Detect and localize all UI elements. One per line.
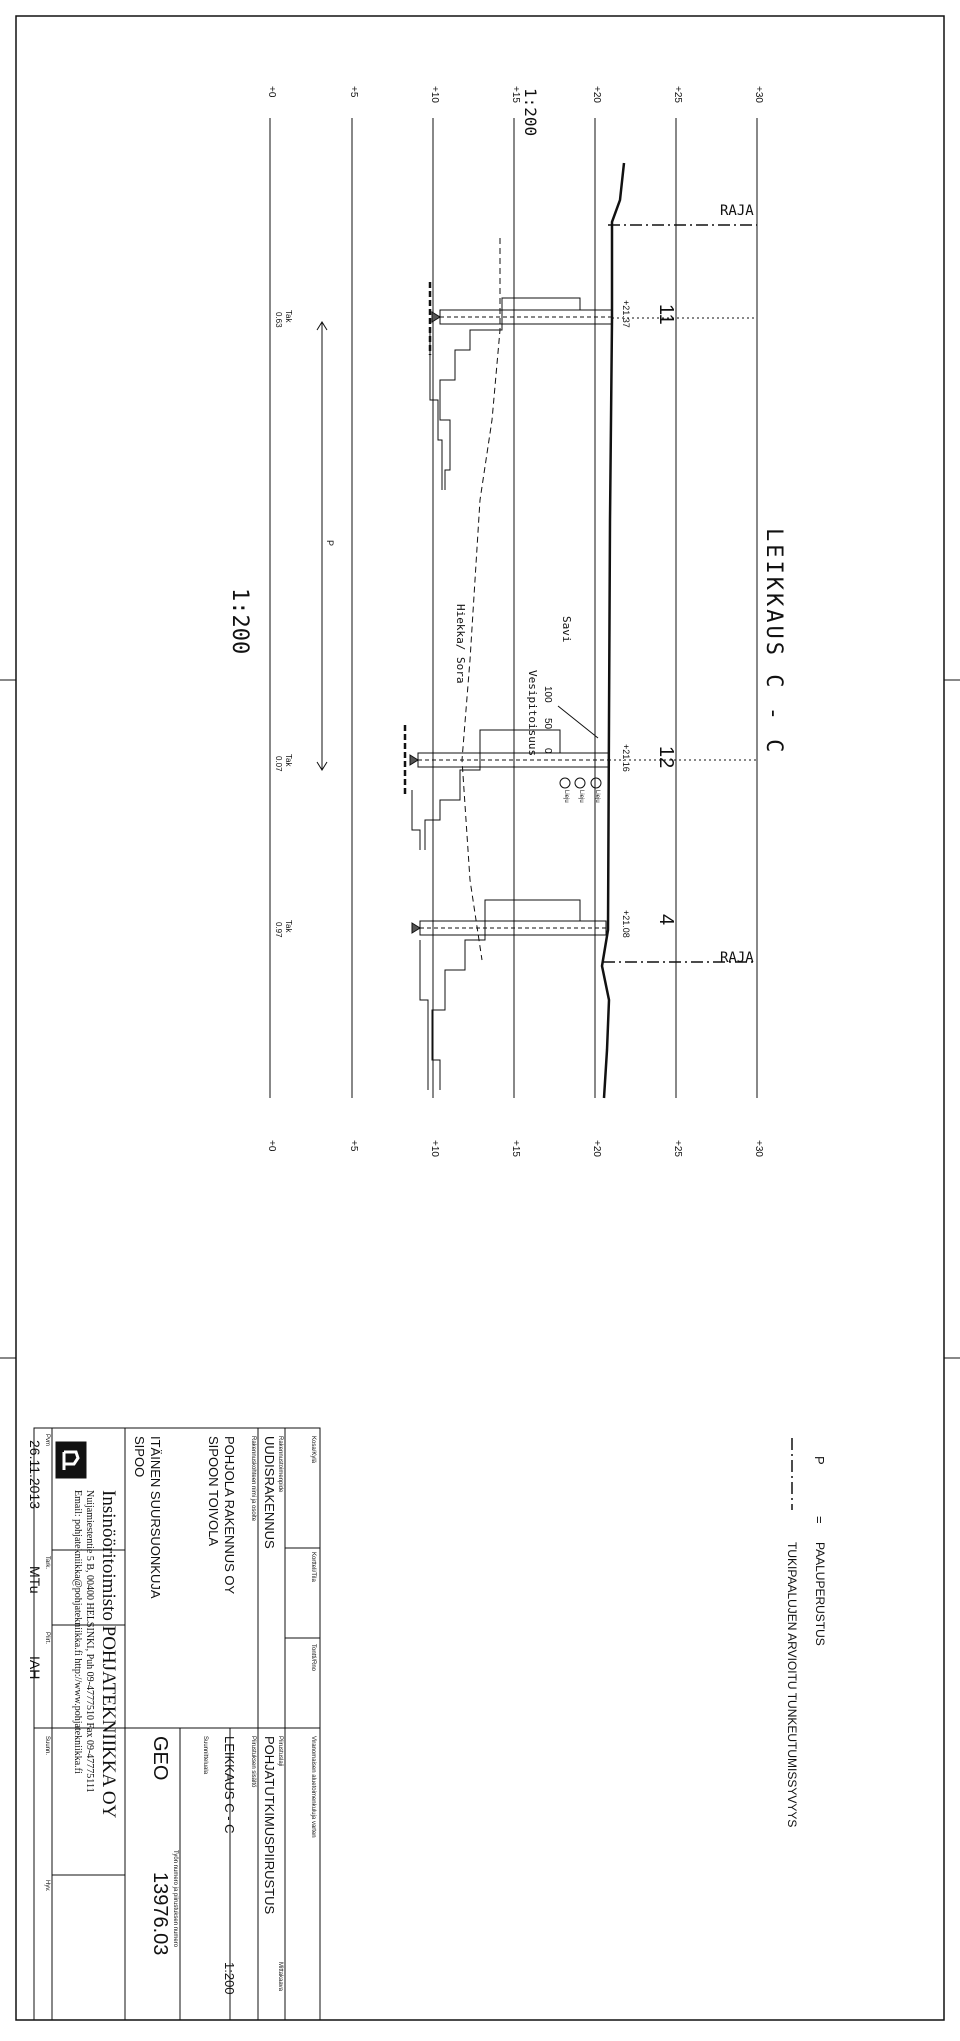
borehole-12: [405, 706, 609, 850]
water-scale: 50: [542, 718, 553, 730]
soil-label-savi: Savi: [560, 616, 573, 643]
borehole-tag: Tak: [284, 754, 293, 767]
tb-value: UUDISRAKENNUS: [262, 1436, 277, 1549]
elev-tick: +10: [429, 1140, 440, 1157]
legend-p-symbol: P: [812, 1456, 827, 1465]
borehole-id: 12: [655, 746, 677, 769]
borehole-id: 4: [655, 914, 677, 926]
soil-boundary-dashed: [462, 238, 500, 960]
borehole-11: [430, 282, 612, 490]
section-title: LEIKKAUS C - C: [761, 528, 786, 756]
water-scale: 100: [542, 686, 553, 703]
company-logo: [56, 1442, 86, 1478]
elev-tick: +5: [348, 86, 359, 98]
p-dimension-label: P: [325, 540, 335, 547]
elev-tick: +0: [266, 1140, 277, 1152]
tb-label: Pvm: [44, 1434, 50, 1446]
borehole-tag: Tak: [284, 310, 293, 323]
borehole-depth: 0.97: [274, 922, 283, 938]
tb-address: Nuijamiestentie 5 B, 00400 HELSINKI, Puh 09-4777510 Fax 09-47775111: [84, 1490, 95, 1793]
tb-label: Rakennuskohteen nimi ja osoite: [250, 1436, 256, 1522]
tb-owner: POHJOLA RAKENNUS OY: [222, 1436, 237, 1595]
borehole-level: +21.16: [621, 744, 631, 772]
tb-label: Viranomaisen aluetoimenkuluja varten: [310, 1736, 316, 1838]
tb-label: Kosa/Kylä: [310, 1436, 316, 1464]
tb-label: Piirustuslaji: [277, 1736, 283, 1767]
tb-label: Piirustuksen sisältö: [250, 1736, 256, 1788]
tb-label: Tark.: [44, 1556, 50, 1570]
borehole-depth: 0.63: [274, 312, 283, 328]
raja-label: RAJA: [720, 950, 754, 966]
elev-tick: +20: [591, 86, 602, 103]
tb-label: Suunnitteluala: [202, 1736, 208, 1775]
tb-value: LEIKKAUS C - C: [222, 1736, 237, 1834]
elev-tick: +5: [348, 1140, 359, 1152]
elev-tick: +20: [591, 1140, 602, 1157]
tb-city: SIPOO: [132, 1436, 147, 1478]
elev-tick: +15: [510, 1140, 521, 1157]
sample-tag: Lieju: [563, 790, 569, 803]
tb-street: ITÄINEN SUURSUONKUJA: [148, 1436, 163, 1599]
tb-label: Rakennustoimenpide: [277, 1436, 283, 1493]
elev-tick: +25: [672, 86, 683, 103]
borehole-level: +21.37: [621, 300, 631, 328]
tb-label: Työn numero ja piirustuksen numero: [172, 1850, 178, 1948]
tb-value: IAH: [27, 1656, 43, 1680]
tb-value: GEO: [149, 1736, 171, 1781]
raja-label: RAJA: [720, 203, 754, 219]
tb-company: Insinööritoimisto POHJATEKNIIKKA OY: [98, 1490, 119, 1819]
tb-value: 1:200: [222, 1962, 237, 1995]
tb-label: Piirt.: [44, 1632, 50, 1644]
legend-p-text: PAALUPERUSTUS: [813, 1542, 827, 1646]
sample-tag: Lieju: [594, 790, 600, 803]
scale-label-small: 1:200: [521, 88, 540, 137]
water-scale: 0: [542, 748, 553, 754]
elev-tick: +10: [429, 86, 440, 103]
water-content-label: Vesipitoisuus: [526, 670, 539, 757]
tb-value: MTu: [27, 1566, 43, 1594]
legend-dash-text: TUKIPAALUJEN ARVIOITU TUNKEUTUMISSYVYYS: [785, 1542, 799, 1828]
elev-tick: +0: [266, 86, 277, 98]
tb-value: POHJATUTKIMUSPIIRUSTUS: [262, 1736, 277, 1915]
elevation-grid: [270, 118, 757, 1098]
tb-label: Tontti/Rno: [310, 1644, 316, 1672]
elev-tick: +30: [753, 1140, 764, 1157]
tb-place: SIPOON TOIVOLA: [206, 1436, 221, 1547]
borehole-tag: Tak: [284, 920, 293, 933]
tb-label: Hyv.: [44, 1880, 50, 1892]
scale-label: 1:200: [227, 588, 252, 655]
outer-border: [16, 16, 944, 2020]
borehole-depth: 0.07: [274, 756, 283, 772]
soil-label-hiekka: Hiekka/ Sora: [454, 604, 467, 684]
tb-web: Email: pohjatekniikka@pohjatekniikka.fi http://www.pohjatekniikka.fi: [72, 1490, 83, 1774]
borehole-level: +21.08: [621, 910, 631, 938]
tb-label: Mittakaava: [277, 1962, 283, 1992]
tb-date: 26.11.2013: [27, 1440, 43, 1510]
elev-tick: +15: [510, 86, 521, 103]
elev-tick: +30: [753, 86, 764, 103]
legend-p-eq: =: [812, 1516, 827, 1524]
borehole-4: [412, 900, 606, 1090]
elev-tick: +25: [672, 1140, 683, 1157]
tb-label: Suunn.: [44, 1736, 50, 1756]
borehole-id: 11: [655, 304, 677, 325]
tb-value: 13976.03: [149, 1872, 171, 1956]
sample-tag: Lieju: [578, 790, 584, 803]
tb-label: Kortteli/Tila: [310, 1552, 316, 1582]
